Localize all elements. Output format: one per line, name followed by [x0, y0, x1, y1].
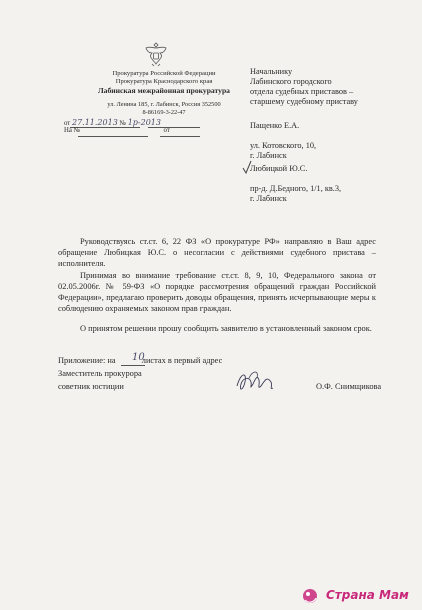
ref-from: от: [163, 127, 170, 134]
signer-title-line1: Заместитель прокурора: [58, 369, 142, 378]
signature-scribble: [233, 366, 277, 396]
watermark-text: Страна Мам: [326, 588, 409, 602]
ref-underline: [78, 136, 148, 137]
registration-line: [64, 118, 161, 127]
ref-underline: [160, 136, 200, 137]
addressee-city: г. Лабинск: [250, 151, 287, 160]
org-phone: 8-86169-3-22-47: [142, 109, 186, 116]
coat-of-arms-icon: [143, 42, 169, 68]
paragraph-text: Принимая во внимание требование ст.ст. 8, 9, 10, Федерального закона от 02.05.2006г. № 59-ФЗ «О порядке рассмотрения обращений граждан Российской Федерации», предлагаю проверить доводы обращения, принять исчерпывающие меры к соблюдению охраняемых законом прав граждан.: [58, 271, 376, 313]
reg-prefix: от: [64, 120, 71, 127]
addressee-street: ул. Котовского, 10,: [250, 141, 317, 150]
applicant-street: пр-д. Д.Бедного, 1/1, кв.3,: [250, 184, 342, 193]
reg-number: 1р-2013: [127, 118, 161, 127]
paragraph-text: О принятом решении прошу сообщить заявителю в установленный законом срок.: [80, 324, 372, 333]
attachment-prefix: Приложение: на: [58, 356, 116, 365]
ref-label: На №: [64, 127, 81, 134]
reg-date: 27.11.2013: [71, 118, 118, 127]
attachment-count: 10: [132, 352, 145, 363]
addressee-line4: старшему судебному приставу: [250, 97, 358, 106]
paragraph: [58, 323, 376, 334]
addressee-line2: Лабинского городского: [250, 77, 332, 86]
paragraph-text: Руководствуясь ст.ст. 6, 22 ФЗ «О прокуратуре РФ» направляю в Ваш адрес обращение Любицкая Ю.С. о несогласии с действиями судебного пристава – исполнителя.: [58, 237, 376, 268]
org-name: Лабинская межрайонная прокуратура: [98, 86, 230, 95]
addressee-line1: Начальнику: [250, 67, 293, 76]
reg-no-label: №: [119, 120, 126, 127]
addressee-line3: отдела судебных приставов –: [250, 87, 354, 96]
addressee-name: Пащенко Е.А.: [250, 121, 300, 130]
org-line1: Прокуратура Российской Федерации: [112, 70, 216, 77]
signer-title-line2: советник юстиции: [58, 382, 124, 391]
applicant-name: Любицкой Ю.С.: [250, 164, 308, 173]
signer-name: О.Ф. Снимщикова: [316, 382, 382, 391]
applicant-city: г. Лабинск: [250, 194, 287, 203]
paragraph: [58, 236, 376, 269]
attachment-underline: [121, 365, 145, 366]
reference-line: [64, 127, 170, 134]
org-address: ул. Ленина 185, г. Лабинск, Россия 352500: [107, 101, 221, 108]
attachment-suffix: листах в первый адрес: [141, 356, 223, 365]
paragraph: [58, 270, 376, 314]
org-line2: Прокуратура Краснодарского края: [115, 78, 213, 85]
